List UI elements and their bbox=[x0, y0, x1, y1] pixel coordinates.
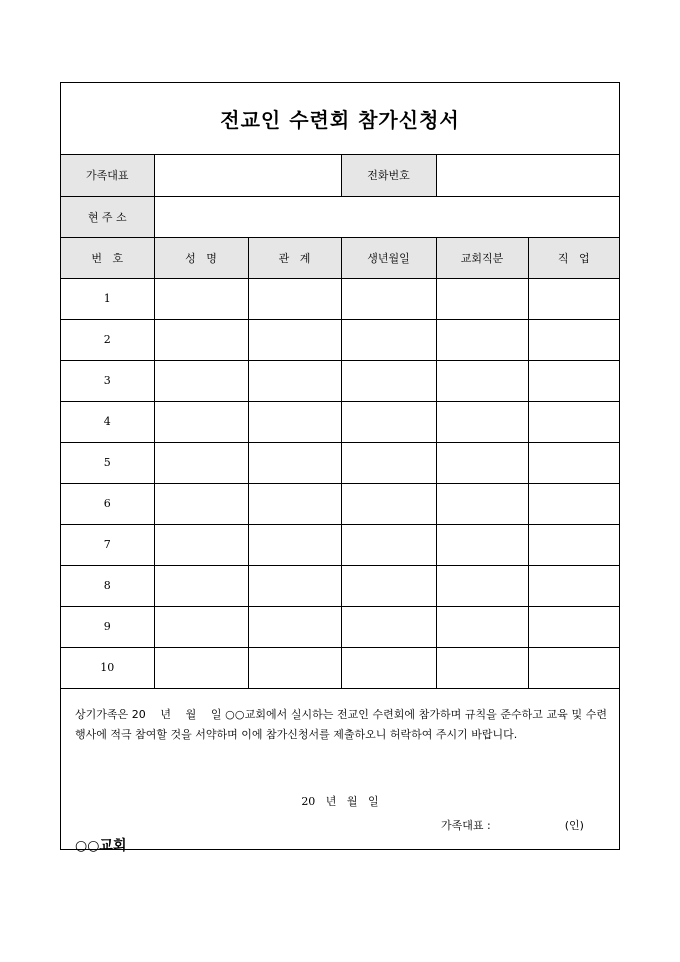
member-row bbox=[61, 319, 619, 360]
row-number: 7 bbox=[61, 524, 154, 565]
member-row bbox=[61, 647, 619, 688]
member-row bbox=[61, 565, 619, 606]
member-cell[interactable] bbox=[341, 360, 436, 401]
col-church-role: 교회직분 bbox=[436, 237, 528, 278]
phone-field[interactable] bbox=[436, 155, 619, 196]
member-cell[interactable] bbox=[341, 606, 436, 647]
member-cell[interactable] bbox=[248, 524, 341, 565]
row-number: 8 bbox=[61, 565, 154, 606]
family-rep-row bbox=[61, 155, 619, 196]
col-name: 성 명 bbox=[154, 237, 248, 278]
member-cell[interactable] bbox=[528, 442, 619, 483]
member-cell[interactable] bbox=[154, 647, 248, 688]
member-cell[interactable] bbox=[341, 524, 436, 565]
church-name: ○○교회 bbox=[75, 838, 127, 854]
member-cell[interactable] bbox=[436, 565, 528, 606]
form-footer bbox=[61, 697, 619, 854]
col-occupation: 직 업 bbox=[528, 237, 619, 278]
member-cell[interactable] bbox=[248, 565, 341, 606]
member-cell[interactable] bbox=[528, 647, 619, 688]
member-row bbox=[61, 442, 619, 483]
row-number: 6 bbox=[61, 483, 154, 524]
member-cell[interactable] bbox=[248, 606, 341, 647]
col-number: 번 호 bbox=[61, 237, 154, 278]
member-cell[interactable] bbox=[248, 278, 341, 319]
seal-mark: (인) bbox=[564, 819, 584, 832]
member-cell[interactable] bbox=[341, 565, 436, 606]
member-cell[interactable] bbox=[154, 401, 248, 442]
member-cell[interactable] bbox=[154, 524, 248, 565]
member-cell[interactable] bbox=[436, 401, 528, 442]
form-title: 전교인 수련회 참가신청서 bbox=[61, 83, 619, 155]
member-cell[interactable] bbox=[528, 360, 619, 401]
member-row bbox=[61, 360, 619, 401]
member-cell[interactable] bbox=[436, 442, 528, 483]
member-cell[interactable] bbox=[248, 319, 341, 360]
row-number: 9 bbox=[61, 606, 154, 647]
address-label: 현 주 소 bbox=[61, 196, 154, 237]
address-field[interactable] bbox=[154, 196, 619, 237]
row-number: 1 bbox=[61, 278, 154, 319]
member-cell[interactable] bbox=[248, 647, 341, 688]
phone-label: 전화번호 bbox=[341, 155, 436, 196]
member-cell[interactable] bbox=[154, 278, 248, 319]
member-cell[interactable] bbox=[528, 524, 619, 565]
col-birthdate: 생년월일 bbox=[341, 237, 436, 278]
member-row bbox=[61, 606, 619, 647]
member-cell[interactable] bbox=[341, 442, 436, 483]
member-cell[interactable] bbox=[154, 360, 248, 401]
date-line: 20 년 월 일 bbox=[301, 795, 379, 808]
member-cell[interactable] bbox=[528, 565, 619, 606]
member-row bbox=[61, 524, 619, 565]
member-cell[interactable] bbox=[341, 278, 436, 319]
member-cell[interactable] bbox=[436, 524, 528, 565]
member-cell[interactable] bbox=[341, 647, 436, 688]
member-cell[interactable] bbox=[248, 442, 341, 483]
family-rep-label: 가족대표 bbox=[61, 155, 154, 196]
col-relation: 관 계 bbox=[248, 237, 341, 278]
member-cell[interactable] bbox=[528, 483, 619, 524]
member-cell[interactable] bbox=[436, 319, 528, 360]
member-cell[interactable] bbox=[341, 401, 436, 442]
member-cell[interactable] bbox=[528, 606, 619, 647]
family-rep-field[interactable] bbox=[154, 155, 341, 196]
member-cell[interactable] bbox=[436, 360, 528, 401]
signature-line bbox=[441, 817, 584, 833]
member-cell[interactable] bbox=[528, 278, 619, 319]
address-row bbox=[61, 196, 619, 237]
column-header-row bbox=[61, 237, 619, 278]
member-cell[interactable] bbox=[436, 606, 528, 647]
member-cell[interactable] bbox=[154, 483, 248, 524]
member-cell[interactable] bbox=[528, 319, 619, 360]
form-table bbox=[61, 155, 619, 689]
member-cell[interactable] bbox=[154, 565, 248, 606]
row-number: 10 bbox=[61, 647, 154, 688]
member-cell[interactable] bbox=[154, 442, 248, 483]
row-number: 4 bbox=[61, 401, 154, 442]
application-form bbox=[60, 82, 620, 854]
member-cell[interactable] bbox=[341, 319, 436, 360]
signature-label: 가족대표 : bbox=[441, 819, 491, 832]
member-row bbox=[61, 483, 619, 524]
member-cell[interactable] bbox=[248, 401, 341, 442]
member-cell[interactable] bbox=[436, 647, 528, 688]
member-cell[interactable] bbox=[248, 360, 341, 401]
member-cell[interactable] bbox=[436, 278, 528, 319]
row-number: 5 bbox=[61, 442, 154, 483]
member-cell[interactable] bbox=[341, 483, 436, 524]
row-number: 2 bbox=[61, 319, 154, 360]
member-cell[interactable] bbox=[436, 483, 528, 524]
member-cell[interactable] bbox=[248, 483, 341, 524]
member-cell[interactable] bbox=[528, 401, 619, 442]
pledge-statement: 상기가족은 20 년 월 일 ○○교회에서 실시하는 전교인 수련회에 참가하며 규칙을 준수하고 교육 및 수련행사에 적극 참여할 것을 서약하며 이에 참가신청서를 제출하오니 허락하여 주시기 바랍니다. bbox=[75, 708, 607, 741]
row-number: 3 bbox=[61, 360, 154, 401]
member-cell[interactable] bbox=[154, 606, 248, 647]
member-cell[interactable] bbox=[154, 319, 248, 360]
member-row bbox=[61, 401, 619, 442]
member-row bbox=[61, 278, 619, 319]
